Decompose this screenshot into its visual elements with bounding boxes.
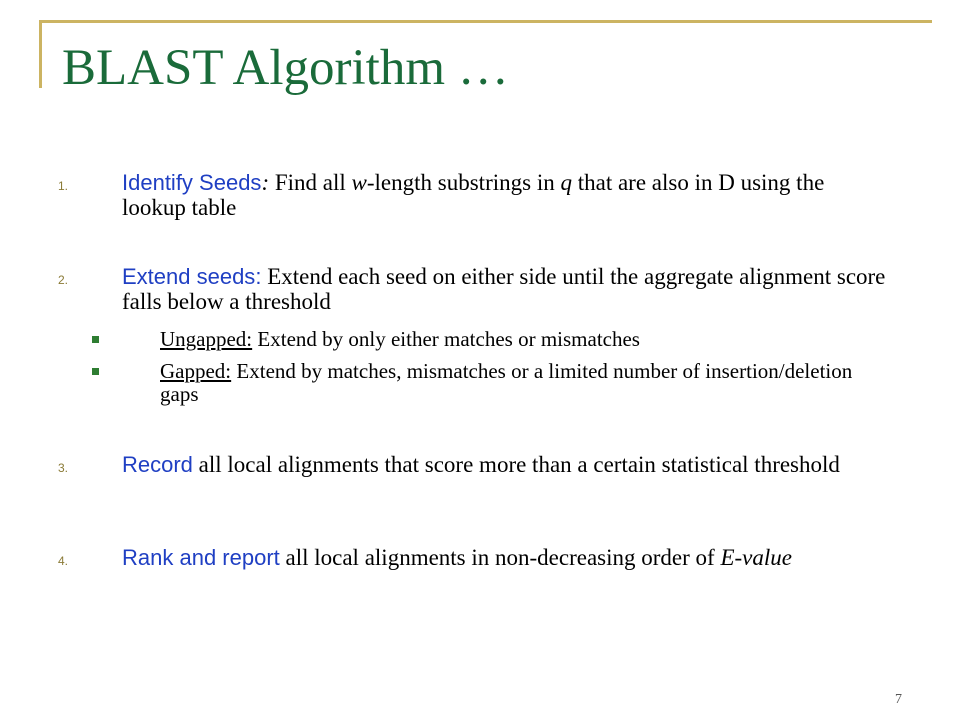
item-text-part: Find all (269, 170, 352, 195)
item-text-part: -length substrings in (366, 170, 561, 195)
item-colon: : (255, 264, 262, 289)
item-text (122, 264, 892, 314)
item-text (122, 452, 892, 477)
item-text-part: Extend each seed on either side until the aggregate alignment score falls below a threshold (122, 264, 886, 314)
item-text (122, 170, 892, 220)
item-text-part: that are also in D using the lookup table (122, 170, 825, 220)
sub-item-text (160, 360, 880, 406)
frame-left-line (39, 20, 42, 88)
frame-top-line (39, 20, 932, 23)
slide-number: 7 (895, 692, 902, 707)
item-keyword: Extend seeds (122, 264, 256, 289)
square-bullet-icon (92, 368, 99, 375)
item-number: 2. (58, 273, 69, 287)
sub-item-label: Ungapped: (160, 327, 253, 351)
item-number: 1. (58, 179, 69, 193)
square-bullet-icon (92, 336, 99, 343)
item-text (122, 545, 892, 570)
item-keyword: Identify Seeds (122, 170, 262, 195)
item-text-part: all local alignments in non-decreasing order of (279, 545, 721, 570)
item-var-w: w (351, 170, 367, 195)
item-colon: : (261, 170, 270, 195)
item-text-part: all local alignments that score more than a certain statistical threshold (192, 452, 840, 477)
item-keyword: Rank and report (122, 545, 280, 570)
item-number: 4. (58, 554, 69, 568)
sub-item-label: Gapped: (160, 359, 232, 383)
item-number: 3. (58, 461, 69, 475)
item-var-evalue: E-value (720, 545, 792, 570)
sub-item-body: Extend by only either matches or mismatches (252, 327, 640, 351)
slide-title: BLAST Algorithm … (62, 40, 509, 96)
item-var-q: q (560, 170, 572, 195)
sub-item-text (160, 328, 880, 351)
item-keyword: Record (122, 452, 193, 477)
sub-item-body: Extend by matches, mismatches or a limited number of insertion/deletion gaps (160, 359, 853, 406)
